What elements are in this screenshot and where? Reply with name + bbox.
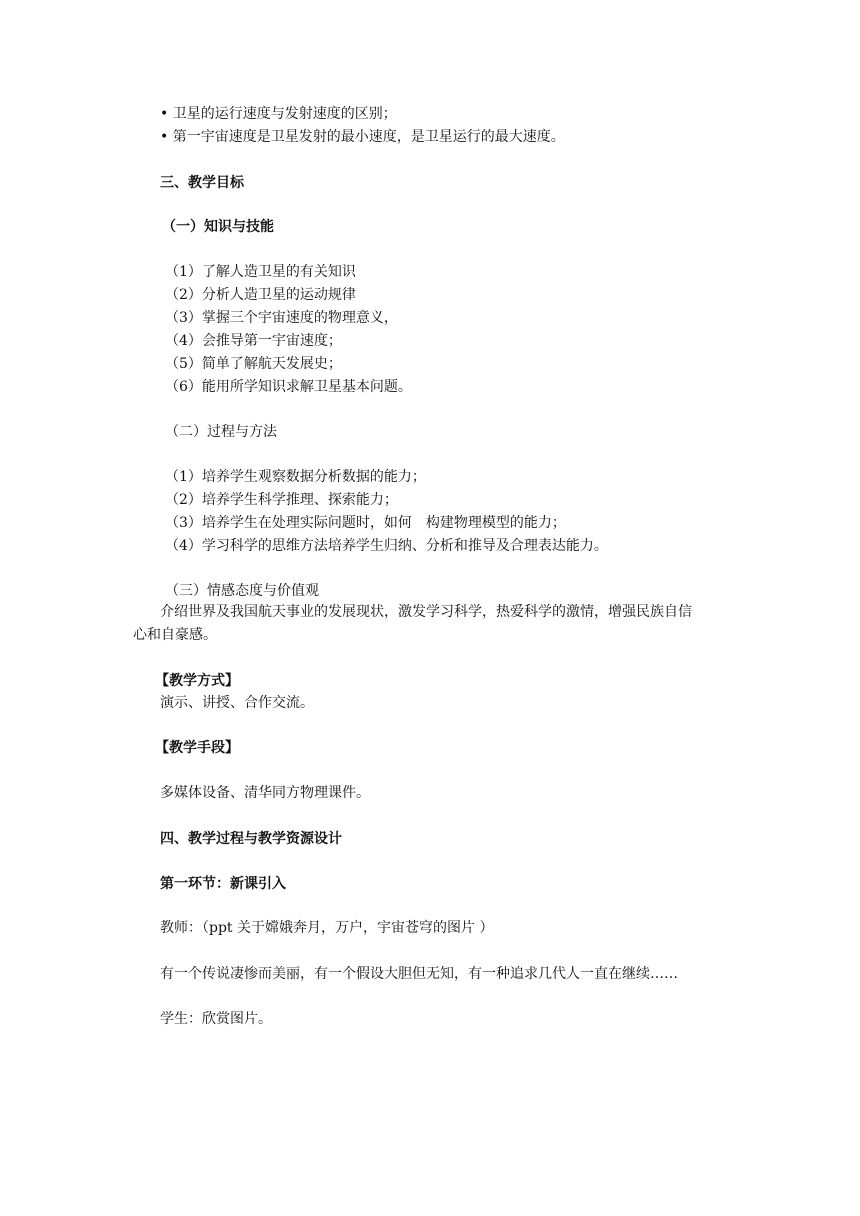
knowledge-item: （1）了解人造卫星的有关知识: [165, 264, 356, 280]
legend-line: 有一个传说凄惨而美丽，有一个假设大胆但无知，有一种追求几代人一直在继续……: [160, 966, 678, 982]
subheading-process-methods: （二）过程与方法: [165, 424, 277, 440]
section-heading-teaching-goals: 三、教学目标: [160, 175, 244, 191]
knowledge-item: （5）简单了解航天发展史；: [165, 356, 342, 372]
bullet-item: • 卫星的运行速度与发射速度的区别；: [160, 106, 397, 122]
attitude-paragraph-line: 心和自豪感。: [133, 627, 217, 643]
subheading-knowledge-skills: （一）知识与技能: [162, 219, 274, 235]
process-item: （1）培养学生观察数据分析数据的能力；: [165, 469, 426, 485]
subheading-attitude-values: （三）情感态度与价值观: [165, 583, 319, 599]
section-heading-teaching-process: 四、教学过程与教学资源设计: [160, 831, 342, 847]
knowledge-item: （6）能用所学知识求解卫星基本问题。: [165, 379, 412, 395]
teaching-method-text: 演示、讲授、合作交流。: [160, 695, 314, 711]
attitude-paragraph-line: 介绍世界及我国航天事业的发展现状，激发学习科学，热爱科学的激情，增强民族自信: [160, 604, 692, 620]
heading-teaching-means: 【教学手段】: [155, 740, 239, 756]
process-item: （4）学习科学的思维方法培养学生归纳、分析和推导及合理表达能力。: [165, 538, 608, 554]
student-line: 学生：欣赏图片。: [160, 1011, 272, 1027]
heading-teaching-method: 【教学方式】: [155, 673, 239, 689]
knowledge-item: （2）分析人造卫星的运动规律: [165, 287, 356, 303]
process-item: （2）培养学生科学推理、探索能力；: [165, 492, 398, 508]
bullet-item: • 第一宇宙速度是卫星发射的最小速度，是卫星运行的最大速度。: [160, 129, 565, 145]
step-heading-intro: 第一环节：新课引入: [160, 876, 286, 892]
knowledge-item: （3）掌握三个宇宙速度的物理意义，: [165, 310, 398, 326]
process-item: （3）培养学生在处理实际问题时，如何 构建物理模型的能力；: [165, 515, 566, 531]
teaching-means-text: 多媒体设备、清华同方物理课件。: [160, 785, 370, 801]
knowledge-item: （4）会推导第一宇宙速度；: [165, 333, 342, 349]
teacher-line: 教师：（ppt 关于嫦娥奔月，万户，宇宙苍穹的图片 ）: [160, 920, 494, 936]
